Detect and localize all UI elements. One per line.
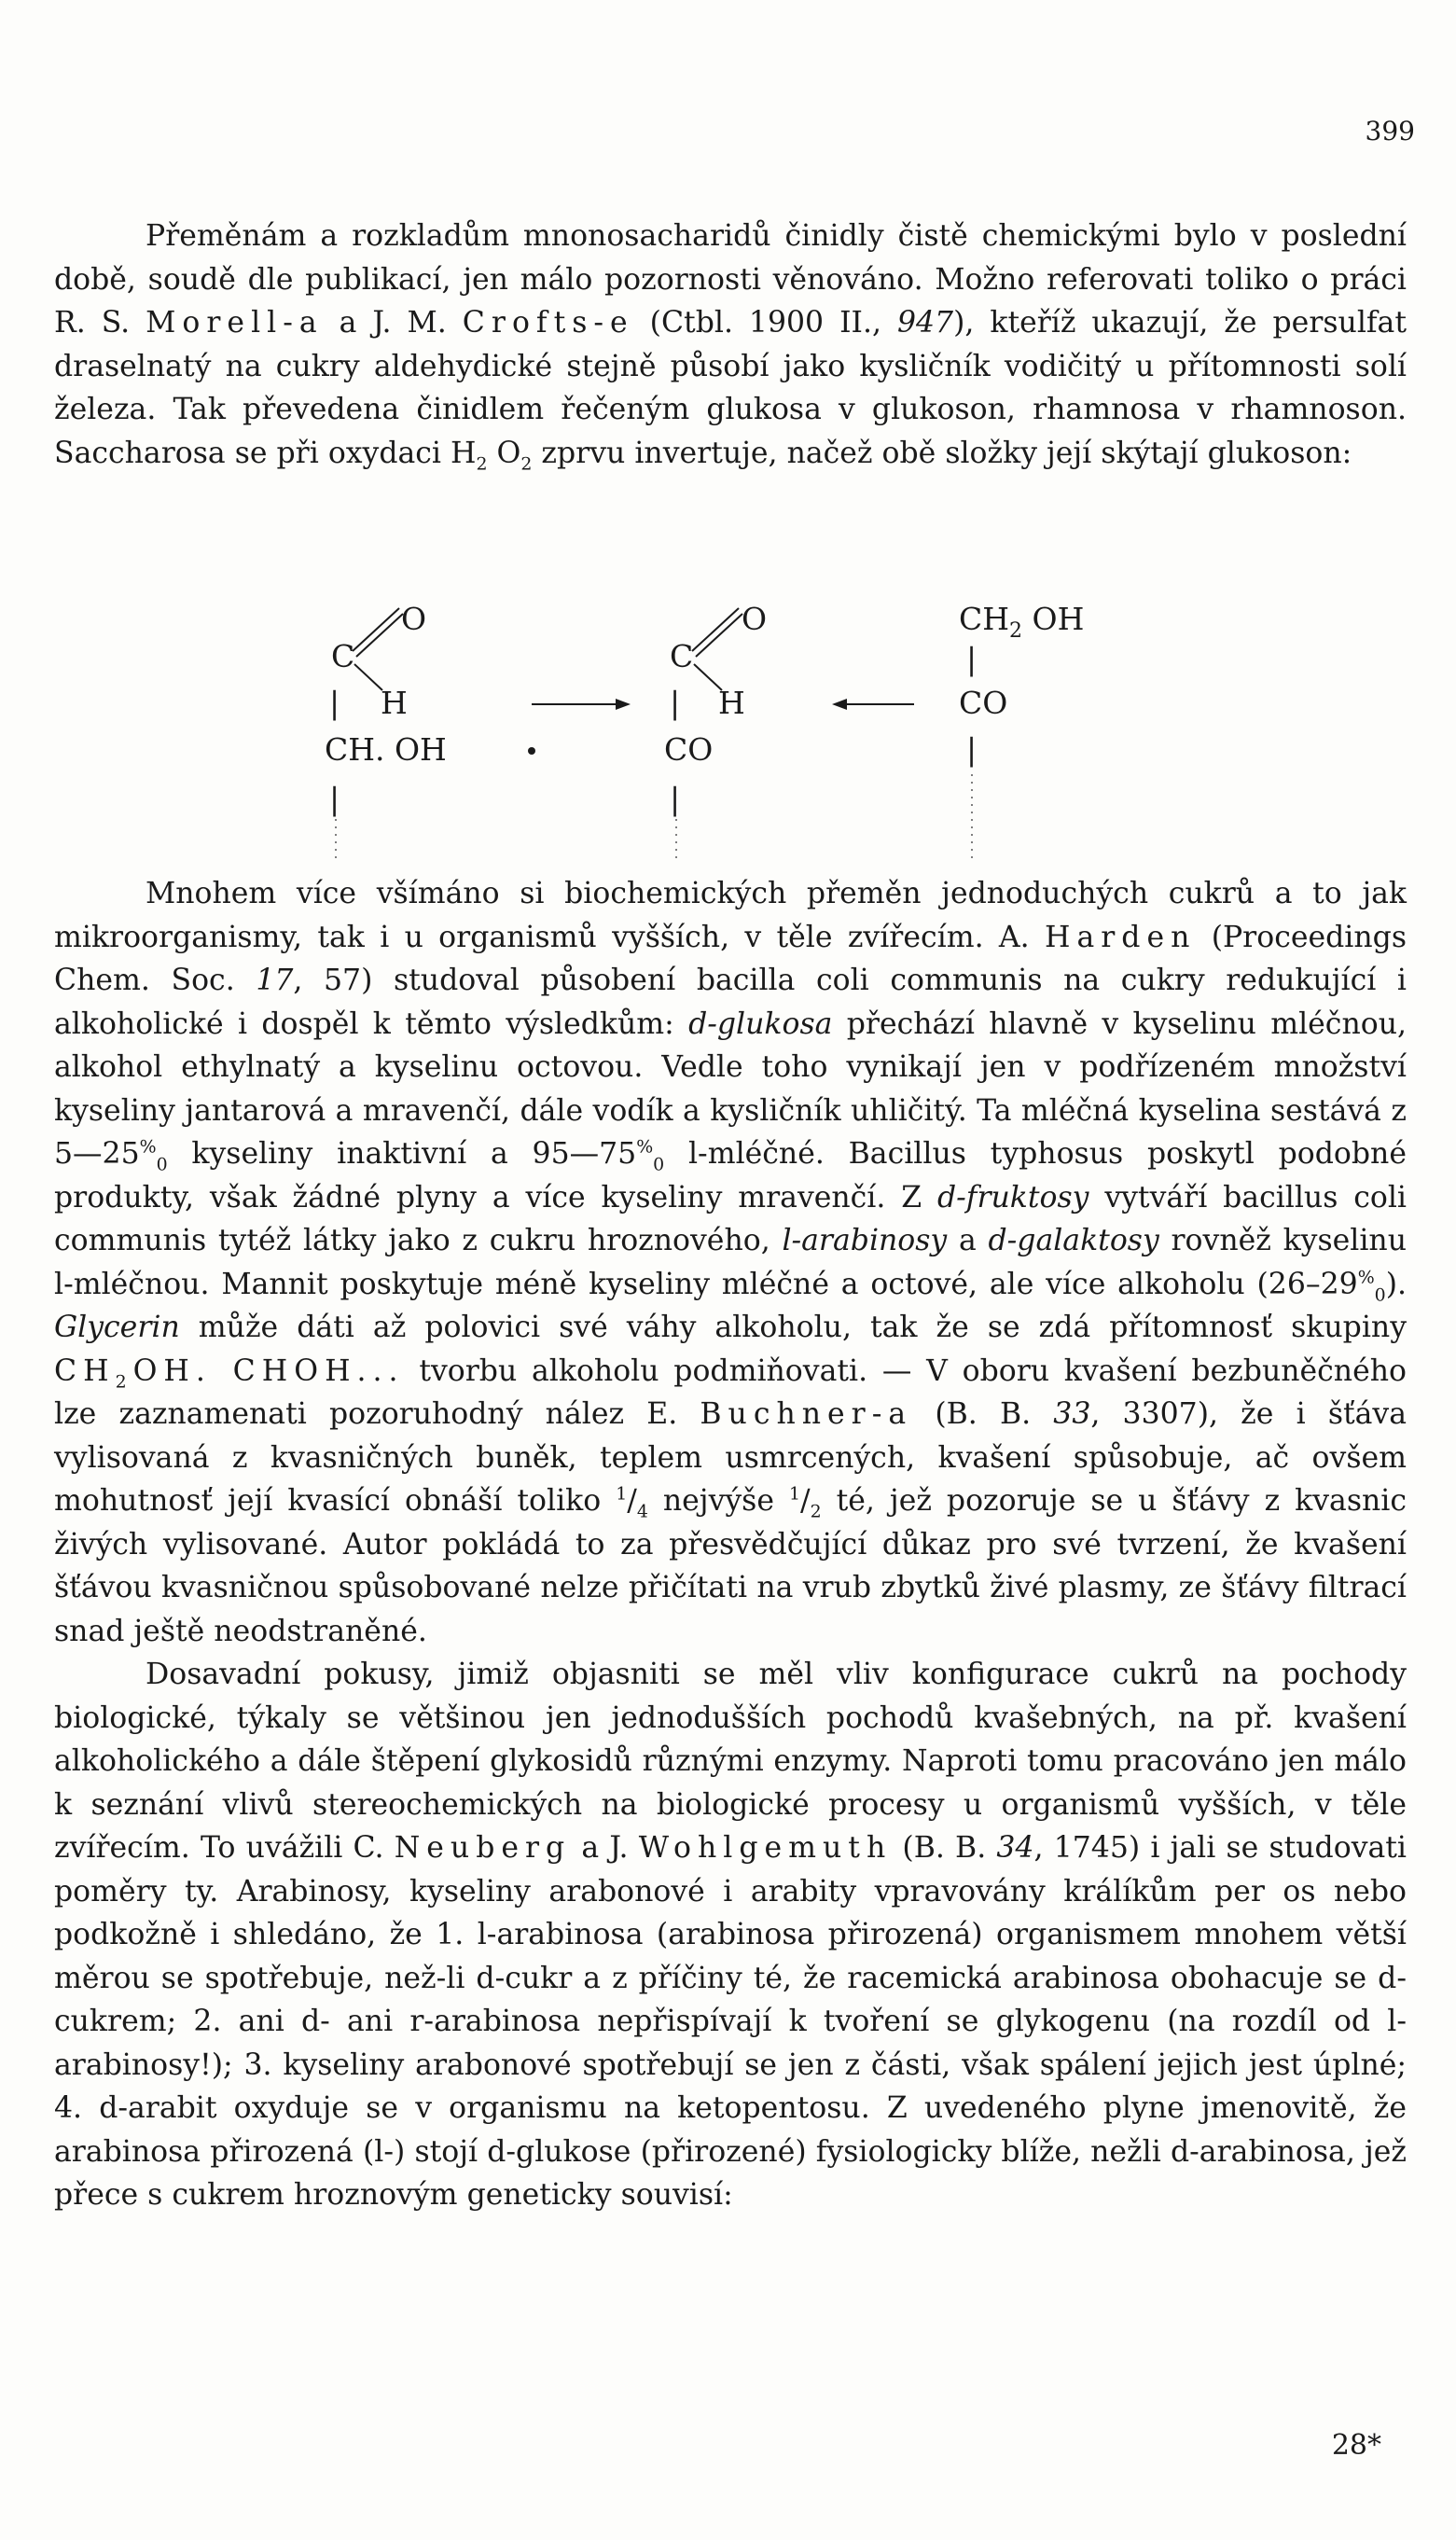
author-morell: Morell-a bbox=[146, 306, 324, 340]
paragraph-intro bbox=[54, 215, 1407, 475]
dot-mark bbox=[528, 747, 535, 755]
formula-mid-o: O bbox=[742, 601, 768, 637]
formula-right-ch2oh: $CH_2$ OH bbox=[959, 601, 1085, 643]
term-d-fruktosy: d-fruktosy bbox=[936, 1180, 1089, 1214]
double-bond-line bbox=[356, 614, 403, 657]
single-bond-line bbox=[354, 664, 382, 690]
paragraph-2: Mnohem více všímáno si biochemických přeměn jednoduchých cukrů a to jak mikroorganismy, tak i u organismů vyšších, v těle zvířecím. A. Harden (Proceedings Chem. Soc. 17, 57) studoval působení bacilla coli communis na cukry redukující i alkoholické i dospěl k těmto výsledkům: d-glukosa přechází hlavně v kyselinu mléčnou, alkohol ethylnatý a kyselinu octovou. Vedle toho vynikají jen v podřízeném množství kyseliny jantarová a mravenčí, dále vodík a kysličník uhličitý. Ta mléčná kyselina sestává z $5—25^{\%}_0$ kyseliny inaktivní a $95—75^{\%}_0$ l-mléčné. Bacillus typhosus poskytl podobné produkty, však žádné plyny a více kyseliny mravenčí. Z d-fruktosy vytváří bacillus coli communis tytéž látky jako z cukru hroznového, l-arabinosy a d-galaktosy rovněž kyselinu l-mléčnou. Mannit poskytuje méně kyseliny mléčné a octové, ale více alkoholu $(26-29^{\%}_0)$. Glycerin může dáti až polovici své váhy alkoholu, tak že se zdá přítomnosť skupiny $CH_2OH$. CHOH... tvorbu alkoholu podmiňovati. — V oboru kvašení bezbuněčného lze zaznamenati pozoruhodný nález E. Buchner-a (B. B. 33, 3307), že i šťáva vylisovaná z kvasničných buněk, teplem usmrcených, kvašení spůsobuje, ač ovšem mohutnosť její kvasící obnáší toliko $^1/_4$ nejvýše $^1/_2$ té, jež pozoruje se u šťávy z kvasnic živých vylisované. Autor pokládá to za přesvědčující důkaz pro své tvrzení, že kvašení šťávou kvasničnou spůsobované nelze přičítati na vrub zbytků živé plasmy, ze šťávy filtrací snad ještě neodstraněné. bbox=[54, 877, 1407, 1648]
paragraph-body bbox=[54, 872, 1407, 2217]
arrow-left-icon bbox=[832, 699, 847, 710]
formula-right-co: CO bbox=[959, 685, 1008, 721]
formula-right-bond-lower: | bbox=[966, 731, 978, 768]
reference-number: 17 bbox=[256, 964, 294, 997]
formula-mid-c: C bbox=[670, 638, 694, 674]
arrow-right-icon bbox=[616, 699, 631, 710]
paragraph-3: Dosavadní pokusy, jimiž objasniti se měl vliv konfigurace cukrů na pochody biologické, týkaly se většinou jen jednodušších pochodů kvašebných, na př. kvašení alkoholického a dále štěpení glykosidů různými enzymy. Naproti tomu pracováno jen málo k seznání vlivů stereochemických na biologické procesy u organismů vyšších, v těle zvířecím. To uvážili C. Neuberg a J. Wohlgemuth (B. B. 34, 1745) i jali se studovati poměry ty. Arabinosy, kyseliny arabonové i arabity vpravovány králíkům per os nebo podkožně i shledáno, že 1. l-arabinosa (arabinosa přirozená) organismem mnohem větší měrou se spotřebuje, než-li d-cukr a z příčiny té, že racemická arabinosa obohacuje se d-cukrem; 2. ani d- ani r-arabinosa nepřispívají k tvoření se glykogenu (na rozdíl od l-arabinosy!); 3. kyseliny arabonové spotřebují se jen z části, však spálení jejich jest úplné; 4. d-arabit oxyduje se v organismu na ketopentosu. Z uvedeného plyne jmenovitě, že arabinosa přirozená (l-) stojí d-glukose (přirozené) fysiologicky blíže, nežli d-arabinosa, jež přece s cukrem hroznovým geneticky souvisí: bbox=[54, 1658, 1407, 2212]
page-number: 399 bbox=[1365, 116, 1415, 146]
reference-number: 33 bbox=[1053, 1397, 1091, 1431]
reference-number: 947 bbox=[896, 306, 954, 340]
author-wohlgemuth: Wohlgemuth bbox=[638, 1831, 893, 1865]
paragraph-1: Přeměnám a rozkladům mnonosacharidů činidly čistě chemickými bylo v poslední době, soudě dle publikací, jen málo pozornosti věnováno. Možno referovati toliko o práci R. S. Morell-a a J. M. Crofts-e (Ctbl. 1900 II., 947), kteříž ukazují, že persulfat draselnatý na cukry aldehydické stejně působí jako kysličník vodičitý u přítomnosti solí železa. Tak převedena činidlem řečeným glukosa v glukoson, rhamnosa v rhamnoson. Saccharosa se při oxydaci $H_2$ $O_2$ zprvu invertuje, načež obě složky její skýtají glukoson: bbox=[54, 219, 1407, 474]
term-d-glukosa: d-glukosa bbox=[688, 1006, 833, 1041]
term-l-arabinosy: l-arabinosy bbox=[782, 1224, 948, 1257]
formula-left-c: C bbox=[331, 638, 355, 674]
author-neuberg: Neuberg bbox=[394, 1831, 572, 1865]
author-buchner: Buchner-a bbox=[700, 1397, 913, 1431]
formula-mid-bar: | bbox=[670, 685, 681, 721]
reference-number: 34 bbox=[996, 1831, 1034, 1865]
formula-left-bar: | bbox=[329, 685, 340, 721]
term-glycerin: Glycerin bbox=[54, 1311, 180, 1344]
double-bond-line bbox=[353, 608, 399, 651]
double-bond-line bbox=[692, 608, 739, 651]
formula-mid-co: CO bbox=[664, 731, 714, 768]
formula-left-choh: CH. OH bbox=[325, 731, 447, 768]
term-d-galaktosy: d-galaktosy bbox=[988, 1224, 1159, 1257]
formula-diagram bbox=[298, 560, 1138, 858]
signature-mark: 28* bbox=[1331, 2429, 1381, 2462]
formula-mid-bond-lower: | bbox=[670, 781, 681, 817]
formula-left-o: O bbox=[401, 601, 427, 637]
author-crofts: Crofts-e bbox=[462, 306, 634, 340]
author-harden: Harden bbox=[1044, 920, 1197, 954]
formula-mid-h: H bbox=[718, 685, 745, 721]
group-formula: $CH_2OH$. CHOH... bbox=[54, 1353, 405, 1392]
formula-left-h: H bbox=[381, 685, 408, 721]
formula-left-bond-lower: | bbox=[329, 781, 340, 817]
formula-right-bond-top: | bbox=[966, 641, 978, 677]
chemical-formula bbox=[298, 560, 1138, 858]
double-bond-line bbox=[696, 614, 742, 657]
